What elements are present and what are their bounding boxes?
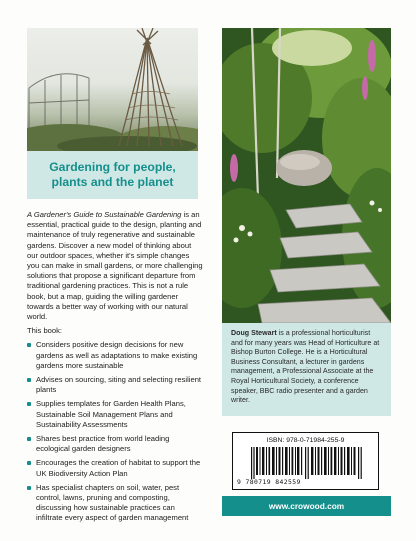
book-title: A Gardener's Guide to Sustainable Gardening bbox=[27, 210, 182, 219]
blurb bbox=[27, 210, 203, 528]
square-bullet-icon bbox=[27, 461, 31, 465]
blurb-text: is an essential, practical guide to the design, planting and maintenance of truly regenerative and sustainable gardens. Discover a new model of thinking about our outdoor spaces, whether it's simple changes you can make in small gardens, or more challenging solutions that propose a significant departure from traditional gardening practices. This is not a rule book, but a map, guiding the willing gardener towards a better way of working with our natural world. bbox=[27, 210, 203, 322]
heading bbox=[45, 160, 180, 190]
blurb-paragraph bbox=[27, 210, 203, 322]
feature-list bbox=[27, 340, 203, 523]
square-bullet-icon bbox=[27, 378, 31, 382]
square-bullet-icon bbox=[27, 402, 31, 406]
barcode bbox=[232, 432, 379, 490]
list-item-text: Has specialist chapters on soil, water, pest control, lawns, pruning and composting, discussing how sustainable practices can infiltrate every aspect of garden management bbox=[36, 482, 189, 523]
willow-obelisk-photo bbox=[27, 28, 198, 151]
square-bullet-icon bbox=[27, 343, 31, 347]
author-bio-text: is a professional horticulturist and for many years was Head of Horticulture at Bishop Burton College. He is a Horticultural Business Consultant, a lecturer in gardens management, a Professional Associate at the Royal Horticultural Society, a conference speaker, BBC radio presenter and a garden writer. bbox=[231, 329, 380, 405]
willow-obelisk-illustration bbox=[27, 28, 198, 151]
garden-path-illustration bbox=[222, 28, 391, 323]
list-item bbox=[27, 340, 203, 371]
square-bullet-icon bbox=[27, 437, 31, 441]
list-item bbox=[27, 375, 203, 395]
website-link[interactable]: www.crowood.com bbox=[268, 501, 345, 511]
barcode-digits: 9 780719 842559 bbox=[237, 478, 301, 486]
square-bullet-icon bbox=[27, 486, 31, 490]
author-name: Doug Stewart bbox=[231, 329, 277, 337]
author-bio bbox=[222, 323, 391, 406]
isbn-number: ISBN: 978-0-71984-255-9 bbox=[266, 437, 345, 444]
heading-line-1: Gardening for people, bbox=[49, 160, 176, 174]
intro-text: This book: bbox=[27, 326, 63, 336]
website-banner bbox=[222, 496, 391, 516]
heading-line-2: plants and the planet bbox=[51, 175, 174, 189]
garden-path-photo bbox=[222, 28, 391, 323]
heading-panel bbox=[27, 151, 198, 199]
list-item bbox=[27, 434, 203, 454]
barcode-bars-icon bbox=[251, 447, 363, 479]
list-item-text: Shares best practice from world leading ecological garden designers bbox=[36, 434, 170, 454]
list-item bbox=[27, 483, 203, 524]
list-item-text: Considers positive design decisions for new gardens as well as adaptations to make existing gardens more sustainable bbox=[36, 340, 198, 370]
list-item bbox=[27, 399, 203, 430]
list-item-text: Advises on sourcing, siting and selecting resilient plants bbox=[36, 375, 202, 395]
list-item-text: Encourages the creation of habitat to support the UK Biodiversity Action Plan bbox=[36, 458, 201, 478]
list-item-text: Supplies templates for Garden Health Plans, Sustainable Soil Management Plans and Sustainability Assessments bbox=[36, 399, 186, 429]
author-bio-panel bbox=[222, 323, 391, 416]
list-item bbox=[27, 458, 203, 478]
